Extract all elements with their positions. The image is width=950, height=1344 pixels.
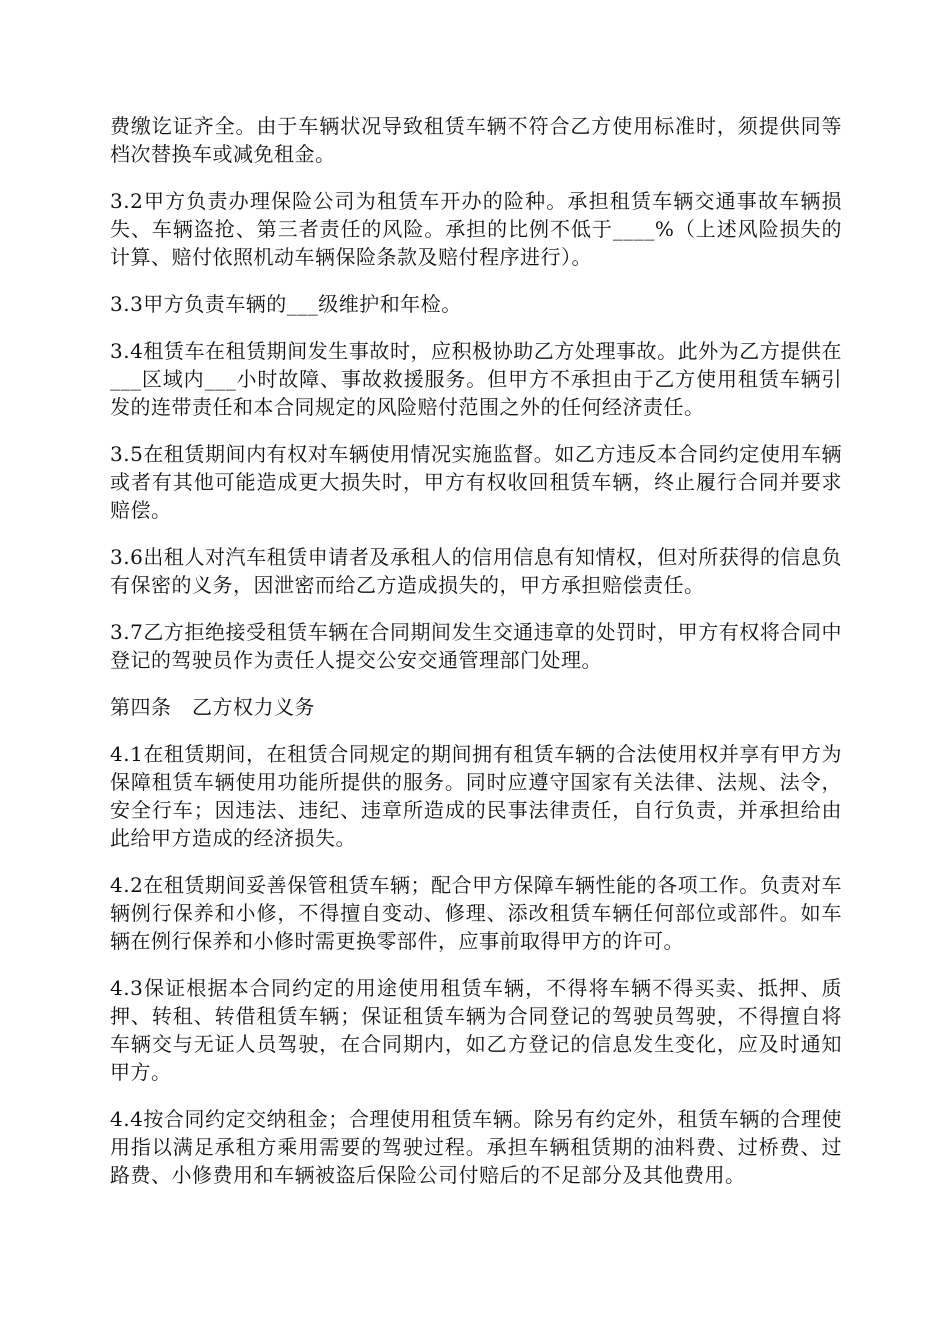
clause-4-4: 4.4按合同约定交纳租金；合理使用租赁车辆。除另有约定外，租赁车辆的合理使用指以满足承租方乘用需要的驾驶过程。承担车辆租赁期的油料费、过桥费、过路费、小修费用和车辆被盗后保险公司付赔后的不足部分及其他费用。 [110, 1107, 842, 1187]
document-page [110, 112, 842, 1208]
paragraph-continuation: 费缴讫证齐全。由于车辆状况导致租赁车辆不符合乙方使用标准时，须提供同等档次替换车或减免租金。 [110, 114, 842, 166]
clause-3-2: 3.2甲方负责办理保险公司为租赁车开办的险种。承担租赁车辆交通事故车辆损失、车辆盗抢、第三者责任的风险。承担的比例不低于____%（上述风险损失的计算、赔付依照机动车辆保险条款及赔付程序进行）。 [110, 189, 842, 269]
clause-4-1: 4.1在租赁期间，在租赁合同规定的期间拥有租赁车辆的合法使用权并享有甲方为保障租赁车辆使用功能所提供的服务。同时应遵守国家有关法律、法规、法令，安全行车；因违法、违纪、违章所造成的民事法律责任，自行负责，并承担给由此给甲方造成的经济损失。 [110, 742, 842, 850]
section-heading-article-4: 第四条 乙方权力义务 [110, 695, 315, 719]
clause-4-3: 4.3保证根据本合同约定的用途使用租赁车辆，不得将车辆不得买卖、抵押、质押、转租、转借租赁车辆；保证租赁车辆为合同登记的驾驶员驾驶，不得擅自将车辆交与无证人员驾驶，在合同期内，如乙方登记的信息发生变化，应及时通知甲方。 [110, 976, 842, 1084]
clause-4-2: 4.2在租赁期间妥善保管租赁车辆；配合甲方保障车辆性能的各项工作。负责对车辆例行保养和小修，不得擅自变动、修理、添改租赁车辆任何部位或部件。如车辆在例行保养和小修时需更换零部件，应事前取得甲方的许可。 [110, 873, 842, 953]
clause-3-6: 3.6出租人对汽车租赁申请者及承租人的信用信息有知情权，但对所获得的信息负有保密的义务，因泄密而给乙方造成损失的，甲方承担赔偿责任。 [110, 545, 842, 597]
clause-3-3: 3.3甲方负责车辆的___级维护和年检。 [110, 292, 462, 316]
clause-3-5: 3.5在租赁期间内有权对车辆使用情况实施监督。如乙方违反本合同约定使用车辆或者有其他可能造成更大损失时，甲方有权收回租赁车辆，终止履行合同并要求赔偿。 [110, 442, 842, 522]
clause-3-4: 3.4租赁车在租赁期间发生事故时，应积极协助乙方处理事故。此外为乙方提供在___区域内___小时故障、事故救援服务。但甲方不承担由于乙方使用租赁车辆引发的连带责任和本合同规定的风险赔付范围之外的任何经济责任。 [110, 339, 842, 419]
clause-3-7: 3.7乙方拒绝接受租赁车辆在合同期间发生交通违章的处罚时，甲方有权将合同中登记的驾驶员作为责任人提交公安交通管理部门处理。 [110, 620, 842, 672]
